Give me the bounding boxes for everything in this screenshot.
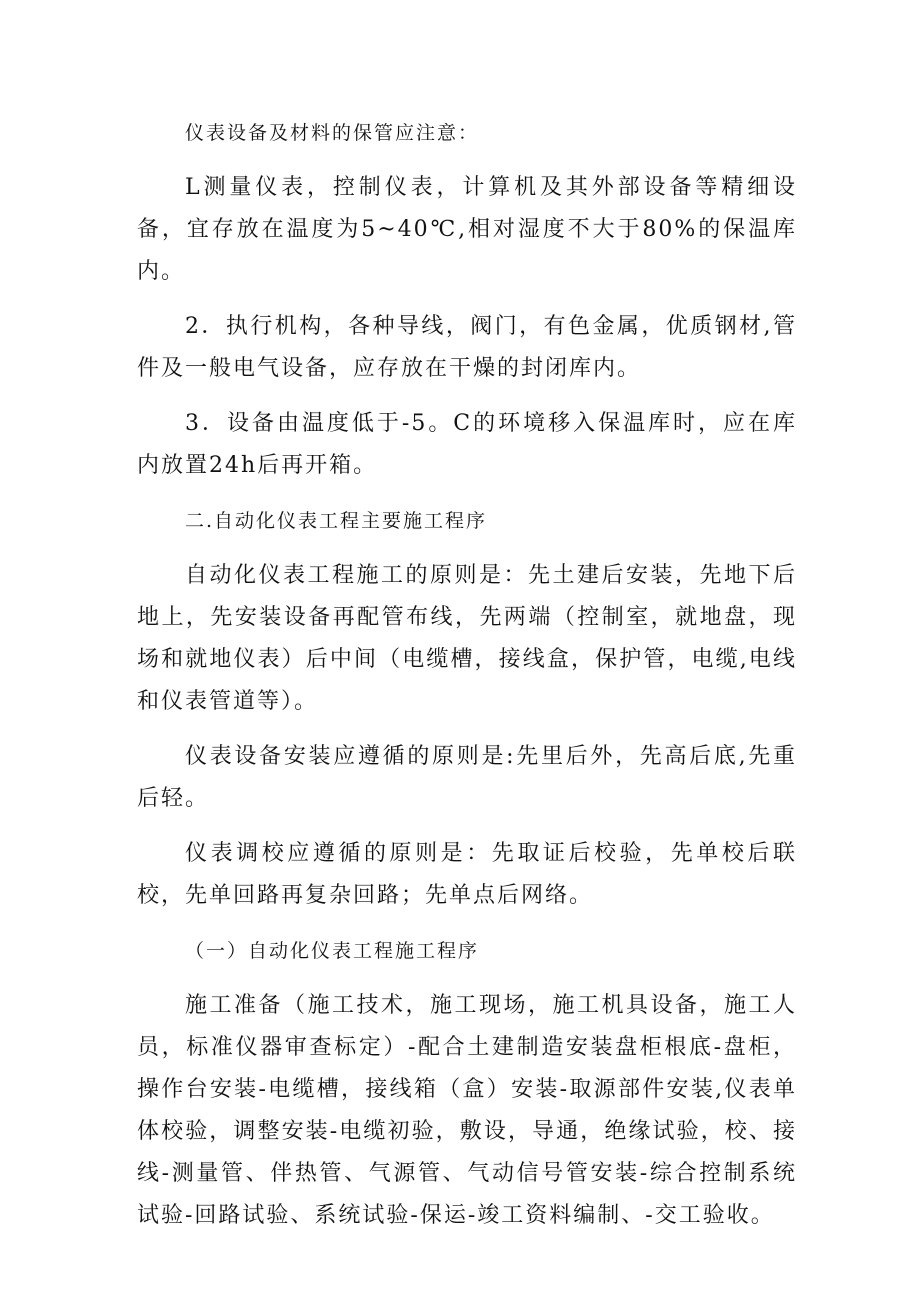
paragraph-gap	[137, 917, 797, 930]
paragraph-install-principles: 仪表设备安装应遵循的原则是:先里后外，先高后底,先重后轻。	[137, 744, 797, 811]
document-body	[137, 112, 797, 1237]
paragraph-item-2: 2．执行机构，各种导线，阀门，有色金属，优质钢材,管件及一般电气设备，应存放在干燥的封闭库内。	[137, 314, 797, 381]
section-heading-2: 二.自动化仪表工程主要施工程序	[185, 510, 488, 532]
paragraph-gap	[137, 487, 797, 500]
paragraph-gap	[137, 723, 797, 736]
paragraph-principles: 自动化仪表工程施工的原则是：先土建后安装，先地下后地上，先安装设备再配管布线，先两端（控制室，就地盘，现场和就地仪表）后中间（电缆槽，接线盒，保护管，电缆,电线和仪表管道等）。	[137, 563, 797, 714]
paragraph-gap	[137, 293, 797, 306]
paragraph-gap	[137, 820, 797, 833]
paragraph-item-1: L测量仪表，控制仪表，计算机及其外部设备等精细设备，宜存放在温度为5~40℃,相对湿度不大于80%的保温库内。	[137, 175, 797, 284]
paragraph-procedure: 施工准备（施工技术，施工现场，施工机具设备，施工人员，标准仪器审查标定）-配合土建制造安装盘柜根底-盘柜，操作台安装-电缆槽，接线箱（盒）安装-取源部件安装,仪表单体校验，调整安装-电缆初验，敷设，导通，绝缘试验，校、接线-测量管、伴热管、气源管、气动信号管安装-综合控制系统试验-回路试验、系统试验-保运-竣工资料编制、-交工验收。	[137, 993, 797, 1228]
paragraph-storage-heading: 仪表设备及材料的保管应注意：	[185, 122, 480, 144]
paragraph-gap	[137, 972, 797, 985]
paragraph-gap	[137, 154, 797, 167]
paragraph-calibration-principles: 仪表调校应遵循的原则是：先取证后校验，先单校后联校，先单回路再复杂回路；先单点后网络。	[137, 841, 797, 908]
paragraph-item-3: 3．设备由温度低于-5。C的环境移入保温库时，应在库内放置24h后再开箱。	[137, 411, 797, 478]
paragraph-gap	[137, 542, 797, 555]
paragraph-gap	[137, 390, 797, 403]
subsection-heading-1: （一）自动化仪表工程施工程序	[185, 940, 480, 962]
